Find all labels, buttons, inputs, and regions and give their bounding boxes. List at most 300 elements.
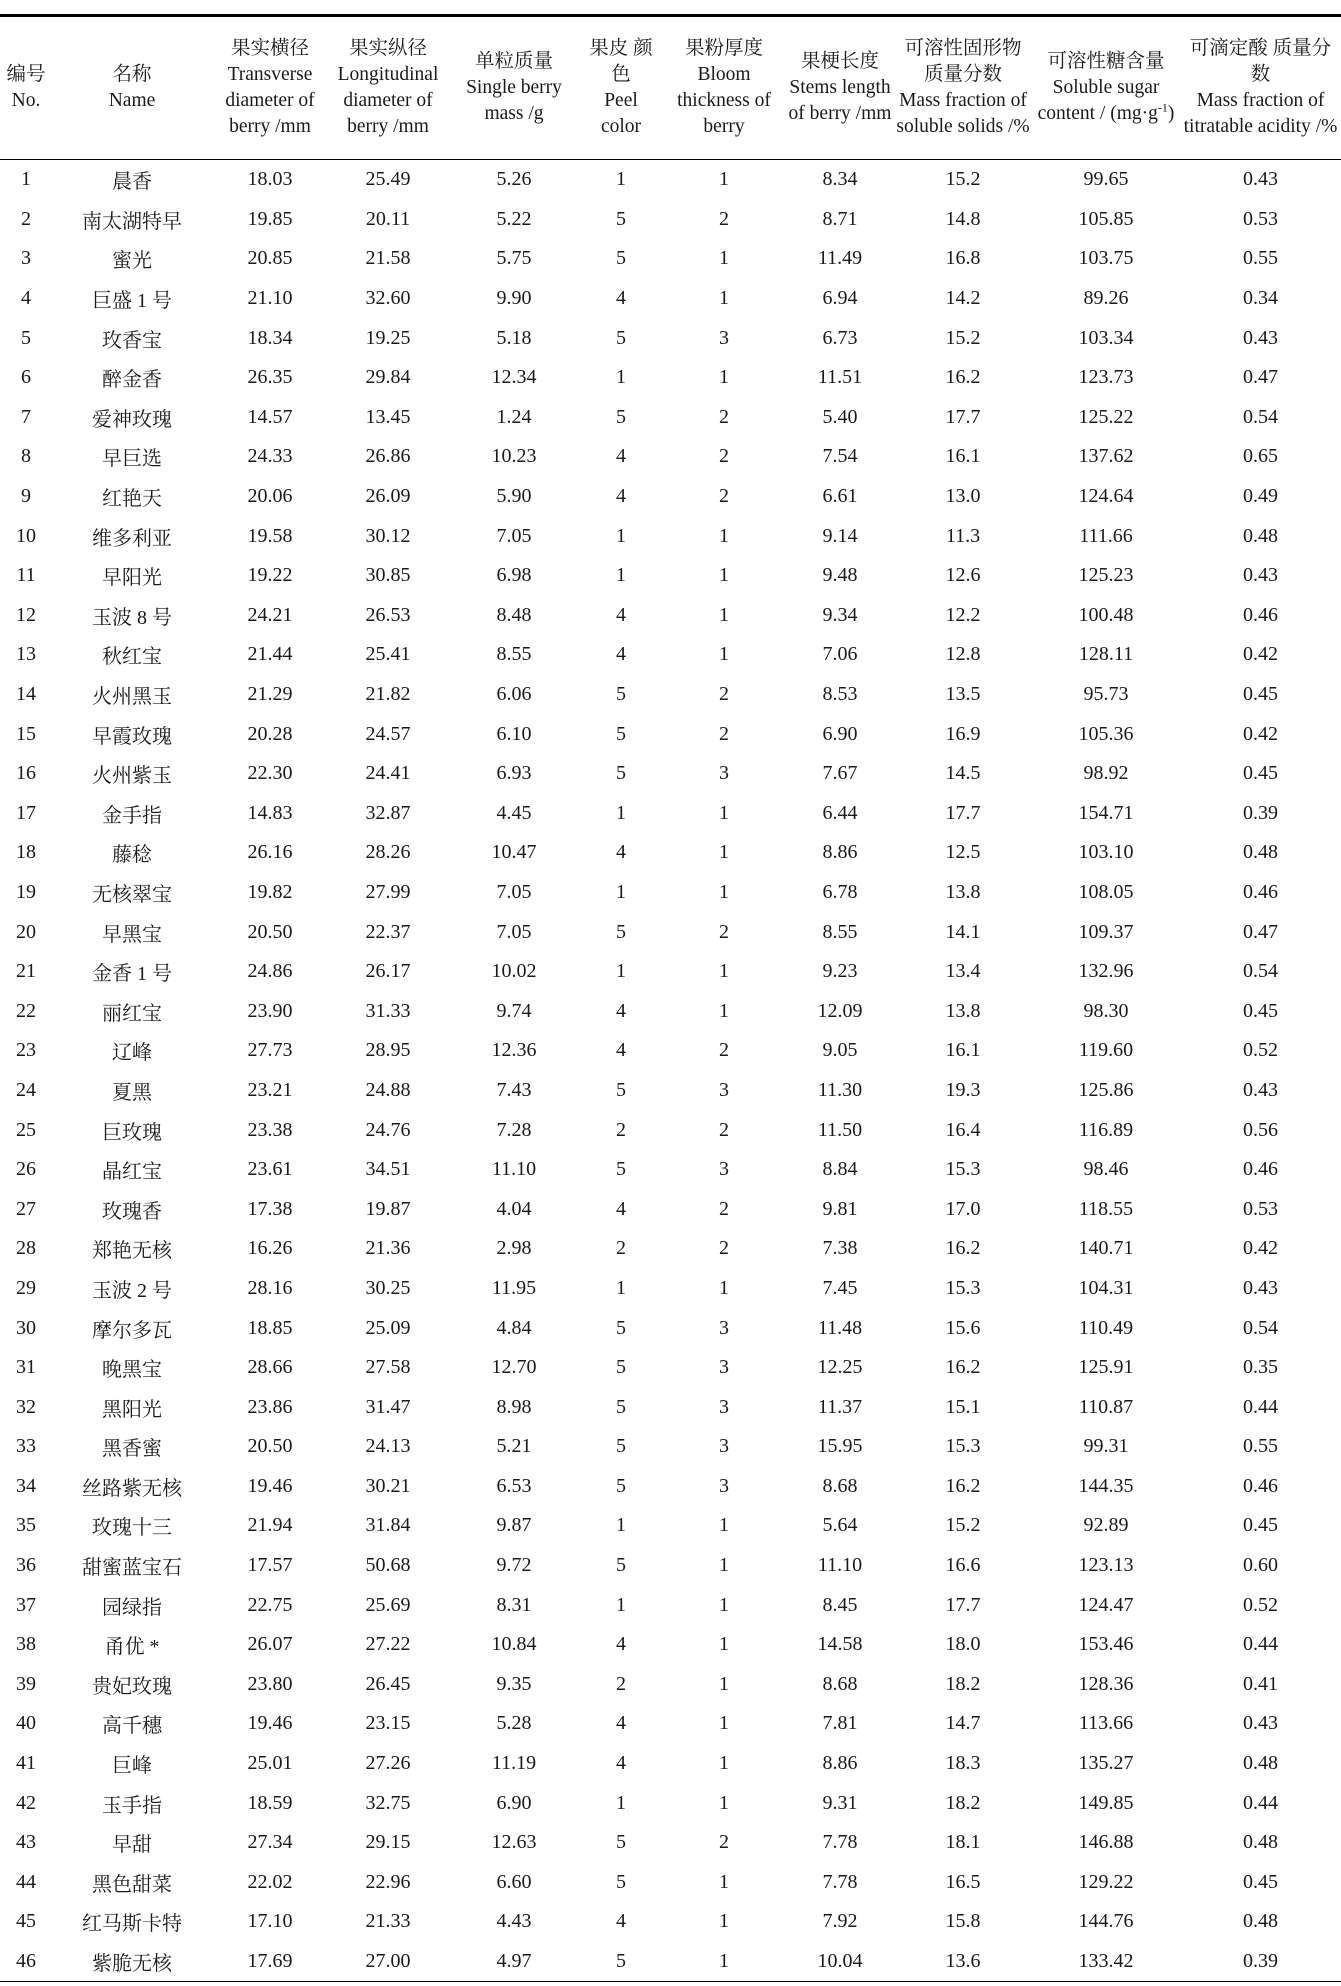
cell-name: 玉波 2 号: [92, 1279, 172, 1302]
cell-transverse: 21.10: [247, 287, 293, 310]
cell-acidity: 0.42: [1243, 722, 1278, 745]
cell-peel: 1: [616, 1593, 626, 1616]
cell-name: 玫香宝: [102, 329, 162, 352]
cell-no: 5: [21, 326, 31, 349]
col-header-zh: 果实纵径: [348, 38, 427, 59]
cell-bloom: 1: [719, 1950, 729, 1973]
cell-mass: 9.87: [496, 1514, 532, 1537]
table-row: [0, 1387, 1341, 1427]
cell-no: 16: [16, 762, 36, 785]
cell-stems: 11.10: [817, 1554, 863, 1577]
cell-peel: 4: [616, 287, 626, 310]
cell-name: 南太湖特早: [82, 210, 182, 233]
cell-solids: 15.2: [945, 326, 981, 349]
cell-peel: 5: [616, 1554, 626, 1577]
cell-solids: 16.6: [945, 1554, 981, 1577]
cell-sugar: 146.88: [1078, 1831, 1134, 1854]
table-row: [0, 1189, 1341, 1229]
cell-acidity: 0.42: [1243, 643, 1278, 666]
cell-solids: 13.0: [945, 485, 981, 508]
cell-solids: 17.7: [945, 801, 981, 824]
cell-stems: 7.06: [822, 643, 858, 666]
cell-longitudinal: 21.58: [365, 247, 411, 270]
cell-name: 无核翠宝: [92, 883, 172, 906]
cell-name: 晨香: [112, 171, 152, 194]
cell-sugar: 108.05: [1078, 880, 1134, 903]
cell-stems: 11.49: [817, 247, 863, 270]
cell-mass: 6.53: [496, 1474, 532, 1497]
cell-solids: 18.2: [945, 1791, 981, 1814]
cell-acidity: 0.54: [1243, 1316, 1278, 1339]
cell-acidity: 0.48: [1243, 841, 1278, 864]
cell-sugar: 119.60: [1078, 1039, 1134, 1062]
cell-bloom: 2: [719, 722, 729, 745]
cell-longitudinal: 20.11: [365, 207, 411, 230]
cell-peel: 5: [616, 1950, 626, 1973]
cell-name: 早阳光: [102, 567, 162, 590]
cell-name: 黑香蜜: [102, 1438, 162, 1461]
table-row: [0, 754, 1341, 794]
cell-no: 9: [21, 485, 31, 508]
cell-bloom: 2: [719, 1197, 729, 1220]
cell-no: 2: [21, 207, 31, 230]
cell-longitudinal: 28.26: [365, 841, 411, 864]
cell-peel: 5: [616, 1395, 626, 1418]
cell-name: 摩尔多瓦: [92, 1319, 172, 1342]
col-header-en: Soluble sugar content / $(mg\cdot g^{-1})$: [1037, 77, 1175, 124]
col-header-en: Stems length of berry /mm: [788, 77, 892, 124]
cell-mass: 2.98: [496, 1237, 532, 1260]
cell-no: 6: [21, 366, 31, 389]
cell-stems: 7.67: [822, 762, 858, 785]
cell-no: 45: [16, 1910, 36, 1933]
table-row: [0, 1269, 1341, 1309]
cell-peel: 1: [616, 960, 626, 983]
cell-bloom: 2: [719, 920, 729, 943]
cell-peel: 2: [616, 1237, 626, 1260]
cell-bloom: 1: [719, 1870, 729, 1893]
cell-solids: 15.3: [945, 1435, 981, 1458]
cell-name: 早霞玫瑰: [92, 725, 172, 748]
cell-mass: 10.02: [491, 960, 537, 983]
col-header-en: Longitudinal diameter of berry /mm: [337, 64, 439, 137]
cell-bloom: 3: [719, 326, 729, 349]
col-header-name: [52, 16, 212, 160]
cell-stems: 10.04: [817, 1950, 863, 1973]
cell-peel: 4: [616, 485, 626, 508]
cell-name: 醉金香: [102, 369, 162, 392]
cell-longitudinal: 13.45: [365, 405, 411, 428]
cell-longitudinal: 25.09: [365, 1316, 411, 1339]
cell-bloom: 1: [719, 1791, 729, 1814]
cell-peel: 5: [616, 1870, 626, 1893]
cell-transverse: 17.57: [247, 1554, 293, 1577]
cell-longitudinal: 19.87: [365, 1197, 411, 1220]
cell-name: 玫瑰十三: [92, 1517, 172, 1540]
cell-mass: 10.84: [491, 1633, 537, 1656]
cell-name: 红马斯卡特: [82, 1913, 182, 1936]
cell-no: 39: [16, 1672, 36, 1695]
cell-no: 13: [16, 643, 36, 666]
cell-longitudinal: 22.96: [365, 1870, 411, 1893]
cell-name: 夏黑: [112, 1081, 152, 1104]
cell-name: 维多利亚: [92, 527, 172, 550]
cell-sugar: 109.37: [1078, 920, 1134, 943]
col-header-zh: 可溶性糖含量: [1047, 51, 1165, 72]
cell-bloom: 2: [719, 405, 729, 428]
col-header-peel: [580, 16, 662, 160]
col-header-acidity: [1180, 16, 1341, 160]
cell-name: 藤稔: [112, 844, 152, 867]
cell-stems: 8.86: [822, 841, 858, 864]
cell-sugar: 125.22: [1078, 405, 1134, 428]
cell-name: 丽红宝: [102, 1002, 162, 1025]
cell-acidity: 0.45: [1243, 1870, 1278, 1893]
cell-stems: 8.86: [822, 1752, 858, 1775]
table-row: [0, 1744, 1341, 1784]
cell-solids: 16.1: [945, 445, 981, 468]
cell-sugar: 123.73: [1078, 366, 1134, 389]
cell-peel: 5: [616, 1078, 626, 1101]
cell-mass: 12.63: [491, 1831, 537, 1854]
cell-bloom: 2: [719, 207, 729, 230]
cell-stems: 6.94: [822, 287, 858, 310]
cell-sugar: 110.87: [1078, 1395, 1134, 1418]
table-row: [0, 1467, 1341, 1507]
cell-sugar: 103.34: [1078, 326, 1134, 349]
cell-no: 11: [16, 564, 36, 587]
cell-no: 24: [16, 1078, 36, 1101]
cell-peel: 1: [616, 1791, 626, 1814]
table-row: [0, 200, 1341, 240]
cell-solids: 18.2: [945, 1672, 981, 1695]
cell-solids: 18.1: [945, 1831, 981, 1854]
cell-peel: 4: [616, 841, 626, 864]
cell-name: 高千穗: [102, 1715, 162, 1738]
cell-bloom: 1: [719, 880, 729, 903]
cell-peel: 1: [616, 880, 626, 903]
cell-name: 巨盛 1 号: [92, 290, 172, 313]
cell-stems: 6.61: [822, 485, 858, 508]
cell-acidity: 0.46: [1243, 880, 1278, 903]
cell-solids: 16.2: [945, 1356, 981, 1379]
table-row: [0, 358, 1341, 398]
cell-transverse: 16.26: [247, 1237, 293, 1260]
cell-solids: 16.1: [945, 1039, 981, 1062]
cell-no: 30: [16, 1316, 36, 1339]
cell-longitudinal: 26.53: [365, 603, 411, 626]
superscript: -1: [1157, 100, 1168, 115]
cell-sugar: 123.13: [1078, 1554, 1134, 1577]
cell-longitudinal: 21.33: [365, 1910, 411, 1933]
cell-no: 38: [16, 1633, 36, 1656]
cell-sugar: 103.10: [1078, 841, 1134, 864]
cell-sugar: 116.89: [1078, 1118, 1134, 1141]
col-header-en: Mass fraction of titratable acidity /%: [1183, 90, 1338, 137]
cell-solids: 14.8: [945, 207, 981, 230]
cell-mass: 4.84: [496, 1316, 532, 1339]
cell-stems: 7.38: [822, 1237, 858, 1260]
cell-peel: 4: [616, 445, 626, 468]
cell-bloom: 1: [719, 801, 729, 824]
cell-no: 41: [16, 1752, 36, 1775]
cell-transverse: 24.33: [247, 445, 293, 468]
cell-stems: 7.45: [822, 1276, 858, 1299]
cell-solids: 16.2: [945, 1237, 981, 1260]
col-header-mass: [448, 16, 580, 160]
cell-bloom: 1: [719, 287, 729, 310]
table-row: [0, 1308, 1341, 1348]
cell-sugar: 133.42: [1078, 1950, 1134, 1973]
cell-acidity: 0.46: [1243, 1474, 1278, 1497]
cell-stems: 8.45: [822, 1593, 858, 1616]
cell-stems: 9.05: [822, 1039, 858, 1062]
cell-peel: 5: [616, 207, 626, 230]
cell-no: 19: [16, 880, 36, 903]
cell-stems: 6.44: [822, 801, 858, 824]
cell-mass: 5.28: [496, 1712, 532, 1735]
cell-longitudinal: 19.25: [365, 326, 411, 349]
cell-name: 园绿指: [102, 1596, 162, 1619]
cell-stems: 6.90: [822, 722, 858, 745]
cell-mass: 8.55: [496, 643, 532, 666]
cell-no: 27: [16, 1197, 36, 1220]
cell-acidity: 0.39: [1243, 1950, 1278, 1973]
cell-transverse: 18.85: [247, 1316, 293, 1339]
cell-no: 35: [16, 1514, 36, 1537]
table-row: [0, 1625, 1341, 1665]
cell-longitudinal: 26.45: [365, 1672, 411, 1695]
cell-mass: 8.48: [496, 603, 532, 626]
cell-transverse: 23.90: [247, 999, 293, 1022]
cell-no: 18: [16, 841, 36, 864]
cell-bloom: 1: [719, 524, 729, 547]
cell-peel: 5: [616, 683, 626, 706]
cell-bloom: 1: [719, 366, 729, 389]
cell-no: 17: [16, 801, 36, 824]
cell-name: 玉波 8 号: [92, 606, 172, 629]
cell-solids: 16.4: [945, 1118, 981, 1141]
cell-transverse: 19.82: [247, 880, 293, 903]
cell-peel: 5: [616, 722, 626, 745]
cell-no: 44: [16, 1870, 36, 1893]
cell-sugar: 140.71: [1078, 1237, 1134, 1260]
cell-name: 郑艳无核: [92, 1240, 172, 1263]
cell-bloom: 2: [719, 683, 729, 706]
cell-stems: 9.34: [822, 603, 858, 626]
cell-bloom: 3: [719, 1316, 729, 1339]
col-header-zh: 果皮 颜色: [589, 38, 653, 85]
cell-acidity: 0.48: [1243, 1910, 1278, 1933]
col-header-zh: 果梗长度: [800, 51, 879, 72]
cell-mass: 9.35: [496, 1672, 532, 1695]
col-header-transverse: [212, 16, 328, 160]
cell-peel: 5: [616, 405, 626, 428]
cell-mass: 12.70: [491, 1356, 537, 1379]
cell-mass: 10.47: [491, 841, 537, 864]
cell-acidity: 0.43: [1243, 326, 1278, 349]
cell-solids: 15.2: [945, 1514, 981, 1537]
cell-stems: 11.30: [817, 1078, 863, 1101]
cell-transverse: 22.75: [247, 1593, 293, 1616]
cell-stems: 8.53: [822, 683, 858, 706]
cell-no: 23: [16, 1039, 36, 1062]
cell-name: 玫瑰香: [102, 1200, 162, 1223]
table-row: [0, 1585, 1341, 1625]
table-row: [0, 1902, 1341, 1942]
cell-mass: 4.43: [496, 1910, 532, 1933]
cell-bloom: 3: [719, 1158, 729, 1181]
cell-no: 33: [16, 1435, 36, 1458]
table-row: [0, 1783, 1341, 1823]
cell-longitudinal: 34.51: [365, 1158, 411, 1181]
cell-sugar: 103.75: [1078, 247, 1134, 270]
cell-peel: 5: [616, 326, 626, 349]
cell-sugar: 128.11: [1078, 643, 1134, 666]
cell-stems: 15.95: [817, 1435, 863, 1458]
table-row: [0, 1150, 1341, 1190]
cell-longitudinal: 24.76: [365, 1118, 411, 1141]
cell-name: 黑色甜菜: [92, 1873, 172, 1896]
cell-acidity: 0.35: [1243, 1356, 1278, 1379]
cell-sugar: 132.96: [1078, 960, 1134, 983]
cell-longitudinal: 28.95: [365, 1039, 411, 1062]
cell-acidity: 0.46: [1243, 603, 1278, 626]
cell-stems: 7.81: [822, 1712, 858, 1735]
table-row: [0, 873, 1341, 913]
cell-peel: 5: [616, 247, 626, 270]
cell-transverse: 28.66: [247, 1356, 293, 1379]
cell-peel: 1: [616, 1276, 626, 1299]
cell-bloom: 3: [719, 1474, 729, 1497]
cell-transverse: 28.16: [247, 1276, 293, 1299]
cell-acidity: 0.48: [1243, 524, 1278, 547]
cell-no: 26: [16, 1158, 36, 1181]
cell-longitudinal: 27.99: [365, 880, 411, 903]
cell-longitudinal: 31.47: [365, 1395, 411, 1418]
cell-stems: 9.48: [822, 564, 858, 587]
cell-sugar: 137.62: [1078, 445, 1134, 468]
cell-bloom: 1: [719, 1514, 729, 1537]
cell-transverse: 21.44: [247, 643, 293, 666]
cell-acidity: 0.43: [1243, 1078, 1278, 1101]
cell-peel: 1: [616, 801, 626, 824]
cell-acidity: 0.47: [1243, 920, 1278, 943]
cell-sugar: 98.92: [1083, 762, 1129, 785]
cell-transverse: 18.03: [247, 168, 293, 191]
table-row: [0, 239, 1341, 279]
col-header-stems: [786, 16, 894, 160]
cell-name: 晶红宝: [102, 1161, 162, 1184]
cell-sugar: 105.85: [1078, 207, 1134, 230]
cell-solids: 12.8: [945, 643, 981, 666]
cell-solids: 19.3: [945, 1078, 981, 1101]
cell-peel: 5: [616, 1474, 626, 1497]
table-row: [0, 1942, 1341, 1982]
cell-sugar: 95.73: [1083, 683, 1129, 706]
cell-mass: 6.98: [496, 564, 532, 587]
cell-stems: 7.78: [822, 1831, 858, 1854]
cell-peel: 4: [616, 603, 626, 626]
cell-acidity: 0.48: [1243, 1752, 1278, 1775]
header-row: [0, 16, 1341, 160]
cell-longitudinal: 32.87: [365, 801, 411, 824]
cell-mass: 7.05: [496, 880, 532, 903]
cell-bloom: 2: [719, 1237, 729, 1260]
cell-no: 22: [16, 999, 36, 1022]
cell-longitudinal: 30.85: [365, 564, 411, 587]
table-row: [0, 318, 1341, 358]
cell-no: 28: [16, 1237, 36, 1260]
cell-peel: 5: [616, 920, 626, 943]
cell-no: 12: [16, 603, 36, 626]
cell-mass: 6.90: [496, 1791, 532, 1814]
cell-transverse: 25.01: [247, 1752, 293, 1775]
cell-acidity: 0.53: [1243, 1197, 1278, 1220]
cell-sugar: 111.66: [1079, 524, 1133, 547]
cell-stems: 12.09: [817, 999, 863, 1022]
cell-longitudinal: 25.49: [365, 168, 411, 191]
cell-acidity: 0.43: [1243, 1712, 1278, 1735]
cell-longitudinal: 23.15: [365, 1712, 411, 1735]
cell-mass: 12.34: [491, 366, 537, 389]
cell-longitudinal: 24.41: [365, 762, 411, 785]
cell-transverse: 19.46: [247, 1712, 293, 1735]
cell-acidity: 0.60: [1243, 1554, 1278, 1577]
cell-mass: 11.10: [491, 1158, 537, 1181]
cell-name: 辽峰: [112, 1042, 152, 1065]
table-header: [0, 16, 1341, 160]
cell-acidity: 0.43: [1243, 1276, 1278, 1299]
table-row: [0, 635, 1341, 675]
cell-no: 7: [21, 405, 31, 428]
cell-sugar: 99.31: [1083, 1435, 1129, 1458]
col-header-zh: 果实横径: [230, 38, 309, 59]
col-header-zh: 可滴定酸 质量分数: [1189, 38, 1332, 85]
cell-bloom: 3: [719, 762, 729, 785]
table-row: [0, 556, 1341, 596]
cell-stems: 11.37: [817, 1395, 863, 1418]
cell-no: 42: [16, 1791, 36, 1814]
cell-acidity: 0.45: [1243, 683, 1278, 706]
cell-sugar: 144.35: [1078, 1474, 1134, 1497]
table-row: [0, 1823, 1341, 1863]
cell-longitudinal: 29.15: [365, 1831, 411, 1854]
cell-acidity: 0.45: [1243, 762, 1278, 785]
cell-acidity: 0.44: [1243, 1791, 1278, 1814]
cell-mass: 7.28: [496, 1118, 532, 1141]
cell-sugar: 125.91: [1078, 1356, 1134, 1379]
table-row: [0, 1348, 1341, 1388]
cell-acidity: 0.46: [1243, 1158, 1278, 1181]
cell-peel: 4: [616, 1633, 626, 1656]
cell-transverse: 26.35: [247, 366, 293, 389]
table-row: [0, 1704, 1341, 1744]
cell-stems: 8.68: [822, 1672, 858, 1695]
cell-peel: 4: [616, 1910, 626, 1933]
col-header-en: Peel color: [600, 90, 642, 137]
cell-transverse: 20.50: [247, 1435, 293, 1458]
cell-acidity: 0.43: [1243, 168, 1278, 191]
cell-bloom: 1: [719, 1554, 729, 1577]
cell-no: 14: [16, 683, 36, 706]
cell-mass: 7.05: [496, 524, 532, 547]
cell-peel: 2: [616, 1672, 626, 1695]
cell-bloom: 2: [719, 1118, 729, 1141]
cell-stems: 11.51: [817, 366, 863, 389]
cell-name: 秋红宝: [102, 646, 162, 669]
cell-solids: 13.5: [945, 683, 981, 706]
